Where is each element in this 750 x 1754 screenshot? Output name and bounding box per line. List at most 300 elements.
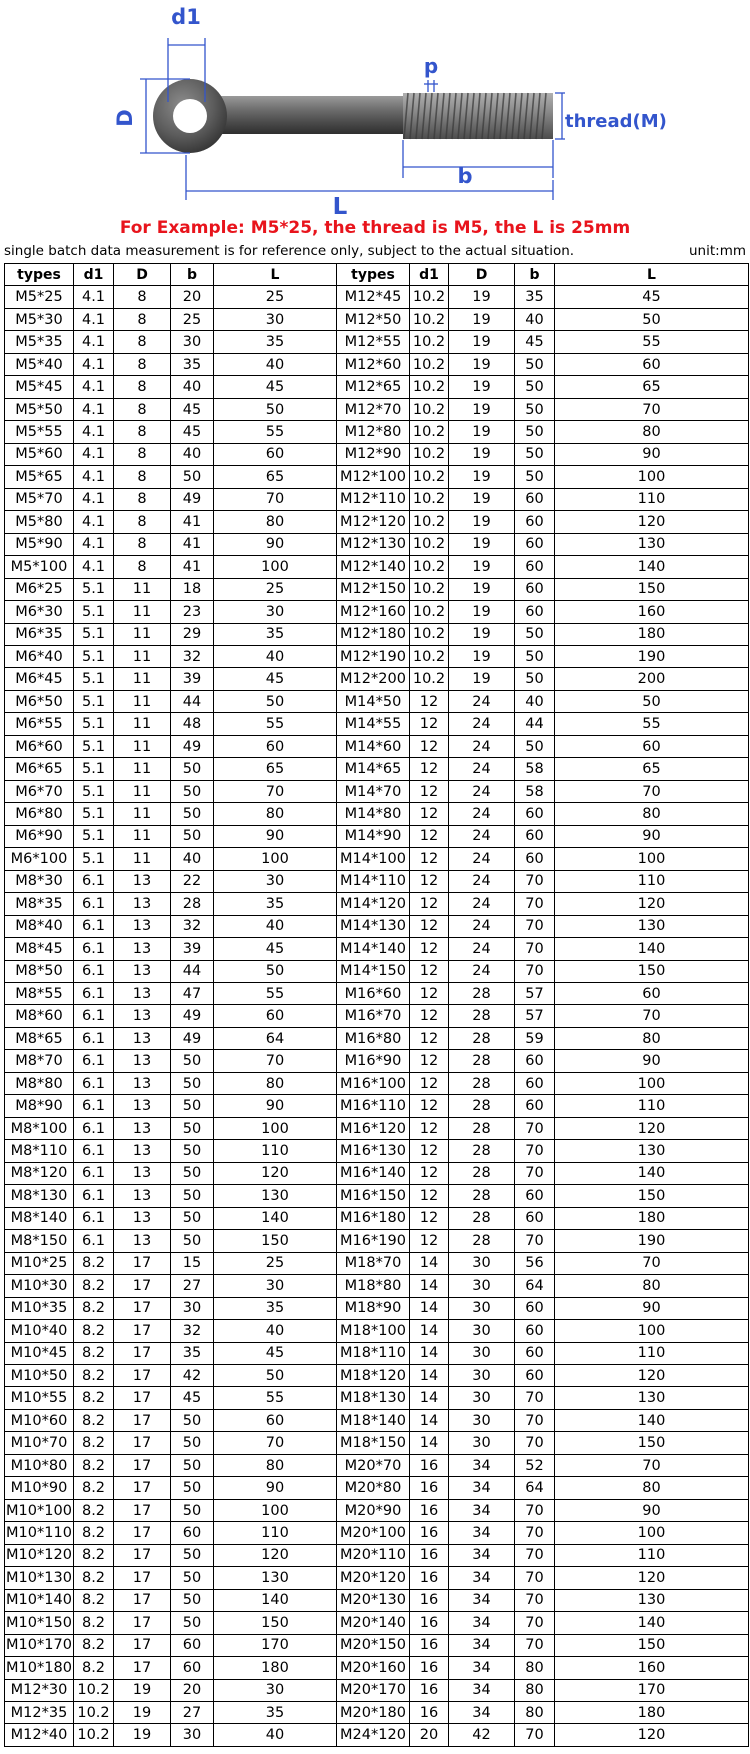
cell-d1-left: 4.1 [74, 556, 114, 578]
cell-d1-left: 5.1 [74, 645, 114, 667]
cell-L-right: 140 [555, 556, 749, 578]
cell-b-right: 50 [515, 421, 555, 443]
cell-types-right: M12*55 [337, 331, 410, 353]
cell-D-left: 19 [114, 1724, 171, 1746]
cell-types-left: M6*60 [5, 735, 74, 757]
cell-types-left: M10*55 [5, 1387, 74, 1409]
cell-D-right: 30 [449, 1387, 515, 1409]
cell-b-right: 60 [515, 1207, 555, 1229]
cell-L-right: 80 [555, 1477, 749, 1499]
table-row [5, 1342, 749, 1364]
cell-b-right: 70 [515, 915, 555, 937]
cell-b-right: 50 [515, 398, 555, 420]
cell-d1-left: 5.1 [74, 713, 114, 735]
cell-d1-left: 4.1 [74, 488, 114, 510]
cell-d1-right: 12 [410, 1027, 449, 1049]
table-row [5, 1095, 749, 1117]
cell-D-right: 24 [449, 758, 515, 780]
cell-d1-left: 4.1 [74, 376, 114, 398]
cell-D-right: 19 [449, 488, 515, 510]
table-row [5, 1634, 749, 1656]
cell-D-left: 19 [114, 1702, 171, 1724]
cell-L-left: 100 [214, 1117, 337, 1139]
cell-b-right: 50 [515, 443, 555, 465]
cell-D-left: 13 [114, 1005, 171, 1027]
cell-b-left: 50 [171, 1409, 214, 1431]
cell-types-left: M8*55 [5, 983, 74, 1005]
cell-types-left: M12*30 [5, 1679, 74, 1701]
cell-types-right: M16*60 [337, 983, 410, 1005]
cell-D-right: 30 [449, 1275, 515, 1297]
cell-L-right: 110 [555, 488, 749, 510]
cell-types-right: M14*65 [337, 758, 410, 780]
cell-b-right: 50 [515, 353, 555, 375]
cell-D-right: 30 [449, 1342, 515, 1364]
cell-d1-right: 10.2 [410, 668, 449, 690]
cell-d1-right: 12 [410, 825, 449, 847]
cell-types-left: M5*40 [5, 353, 74, 375]
cell-D-left: 17 [114, 1454, 171, 1476]
cell-b-right: 70 [515, 1162, 555, 1184]
cell-d1-right: 12 [410, 713, 449, 735]
cell-D-left: 8 [114, 331, 171, 353]
table-row [5, 623, 749, 645]
cell-b-left: 50 [171, 1230, 214, 1252]
cell-d1-right: 12 [410, 803, 449, 825]
cell-d1-left: 5.1 [74, 735, 114, 757]
cell-L-left: 55 [214, 983, 337, 1005]
cell-D-right: 28 [449, 1230, 515, 1252]
cell-L-right: 120 [555, 511, 749, 533]
cell-d1-right: 10.2 [410, 601, 449, 623]
cell-L-right: 90 [555, 1050, 749, 1072]
cell-L-right: 60 [555, 735, 749, 757]
cell-d1-left: 10.2 [74, 1724, 114, 1746]
cell-L-right: 90 [555, 1499, 749, 1521]
cell-D-right: 24 [449, 938, 515, 960]
cell-d1-right: 10.2 [410, 511, 449, 533]
cell-types-right: M16*80 [337, 1027, 410, 1049]
cell-L-left: 80 [214, 803, 337, 825]
cell-L-right: 80 [555, 421, 749, 443]
cell-L-left: 150 [214, 1612, 337, 1634]
cell-L-right: 150 [555, 1634, 749, 1656]
cell-D-right: 30 [449, 1409, 515, 1431]
cell-d1-left: 4.1 [74, 398, 114, 420]
cell-L-left: 45 [214, 938, 337, 960]
cell-d1-left: 6.1 [74, 1072, 114, 1094]
table-row [5, 556, 749, 578]
cell-D-left: 17 [114, 1387, 171, 1409]
cell-types-left: M8*50 [5, 960, 74, 982]
cell-L-left: 30 [214, 601, 337, 623]
cell-L-right: 110 [555, 1095, 749, 1117]
cell-L-left: 35 [214, 893, 337, 915]
cell-D-right: 34 [449, 1477, 515, 1499]
cell-D-right: 28 [449, 1050, 515, 1072]
cell-D-left: 17 [114, 1364, 171, 1386]
cell-types-right: M18*130 [337, 1387, 410, 1409]
cell-types-right: M14*60 [337, 735, 410, 757]
table-row [5, 1072, 749, 1094]
cell-b-left: 25 [171, 308, 214, 330]
table-row [5, 1679, 749, 1701]
cell-D-left: 8 [114, 376, 171, 398]
cell-types-left: M8*45 [5, 938, 74, 960]
cell-D-right: 19 [449, 353, 515, 375]
cell-L-left: 50 [214, 960, 337, 982]
cell-types-right: M12*140 [337, 556, 410, 578]
cell-L-left: 130 [214, 1185, 337, 1207]
cell-d1-left: 8.2 [74, 1634, 114, 1656]
cell-L-left: 30 [214, 308, 337, 330]
cell-D-left: 17 [114, 1320, 171, 1342]
cell-d1-right: 14 [410, 1297, 449, 1319]
cell-L-right: 90 [555, 443, 749, 465]
table-row [5, 1050, 749, 1072]
spec-table [4, 263, 749, 1747]
cell-b-left: 50 [171, 1477, 214, 1499]
cell-d1-right: 10.2 [410, 308, 449, 330]
example-caption: For Example: M5*25, the thread is M5, the L is 25mm [119, 218, 631, 238]
cell-d1-left: 8.2 [74, 1477, 114, 1499]
cell-D-left: 11 [114, 825, 171, 847]
cell-D-left: 13 [114, 1185, 171, 1207]
cell-D-left: 11 [114, 780, 171, 802]
cell-b-left: 48 [171, 713, 214, 735]
p-label: p [423, 54, 439, 78]
cell-types-right: M14*50 [337, 690, 410, 712]
cell-b-right: 60 [515, 1342, 555, 1364]
cell-d1-left: 6.1 [74, 870, 114, 892]
cell-d1-right: 12 [410, 735, 449, 757]
cell-types-left: M8*100 [5, 1117, 74, 1139]
table-row [5, 1275, 749, 1297]
cell-D-left: 17 [114, 1544, 171, 1566]
cell-b-right: 60 [515, 556, 555, 578]
cell-b-left: 41 [171, 533, 214, 555]
cell-b-left: 60 [171, 1657, 214, 1679]
cell-d1-right: 16 [410, 1589, 449, 1611]
table-row [5, 1657, 749, 1679]
cell-d1-left: 6.1 [74, 1140, 114, 1162]
cell-types-right: M18*150 [337, 1432, 410, 1454]
cell-d1-right: 12 [410, 1230, 449, 1252]
cell-b-left: 40 [171, 848, 214, 870]
cell-d1-left: 6.1 [74, 1207, 114, 1229]
cell-D-right: 24 [449, 780, 515, 802]
cell-types-left: M8*60 [5, 1005, 74, 1027]
cell-b-left: 32 [171, 915, 214, 937]
cell-b-right: 50 [515, 466, 555, 488]
cell-D-right: 19 [449, 466, 515, 488]
cell-d1-right: 10.2 [410, 488, 449, 510]
cell-b-right: 60 [515, 578, 555, 600]
cell-types-right: M20*160 [337, 1657, 410, 1679]
cell-L-right: 190 [555, 1230, 749, 1252]
cell-L-right: 90 [555, 825, 749, 847]
cell-d1-left: 5.1 [74, 780, 114, 802]
cell-D-left: 17 [114, 1657, 171, 1679]
cell-types-left: M10*25 [5, 1252, 74, 1274]
cell-b-right: 57 [515, 1005, 555, 1027]
cell-D-left: 13 [114, 1072, 171, 1094]
cell-types-left: M5*45 [5, 376, 74, 398]
cell-D-left: 8 [114, 398, 171, 420]
cell-b-right: 70 [515, 1589, 555, 1611]
cell-b-right: 60 [515, 1185, 555, 1207]
cell-L-right: 180 [555, 1702, 749, 1724]
cell-D-right: 19 [449, 308, 515, 330]
cell-d1-left: 6.1 [74, 1162, 114, 1184]
cell-d1-right: 20 [410, 1724, 449, 1746]
cell-L-right: 180 [555, 623, 749, 645]
cell-types-left: M8*65 [5, 1027, 74, 1049]
cell-L-right: 70 [555, 1005, 749, 1027]
b-label: b [457, 164, 473, 188]
cell-D-left: 13 [114, 938, 171, 960]
table-row [5, 960, 749, 982]
cell-b-right: 58 [515, 780, 555, 802]
cell-types-left: M8*110 [5, 1140, 74, 1162]
cell-L-right: 100 [555, 1072, 749, 1094]
unit-label: unit:mm [688, 243, 746, 259]
cell-D-left: 17 [114, 1409, 171, 1431]
cell-D-right: 19 [449, 286, 515, 308]
cell-types-left: M10*80 [5, 1454, 74, 1476]
cell-D-left: 11 [114, 735, 171, 757]
cell-types-left: M10*110 [5, 1522, 74, 1544]
table-row [5, 488, 749, 510]
cell-D-left: 17 [114, 1634, 171, 1656]
cell-types-right: M12*120 [337, 511, 410, 533]
cell-D-left: 19 [114, 1679, 171, 1701]
cell-L-right: 170 [555, 1679, 749, 1701]
cell-D-left: 8 [114, 466, 171, 488]
table-row [5, 668, 749, 690]
cell-b-right: 70 [515, 893, 555, 915]
cell-L-right: 70 [555, 1454, 749, 1476]
cell-D-left: 11 [114, 645, 171, 667]
table-row [5, 421, 749, 443]
cell-L-right: 160 [555, 1657, 749, 1679]
cell-b-right: 64 [515, 1477, 555, 1499]
cell-b-right: 40 [515, 690, 555, 712]
cell-L-left: 35 [214, 623, 337, 645]
cell-d1-right: 10.2 [410, 286, 449, 308]
cell-D-left: 11 [114, 713, 171, 735]
cell-b-left: 50 [171, 1207, 214, 1229]
cell-b-left: 39 [171, 938, 214, 960]
cell-L-right: 55 [555, 713, 749, 735]
cell-d1-right: 14 [410, 1409, 449, 1431]
cell-D-right: 34 [449, 1544, 515, 1566]
cell-types-left: M10*130 [5, 1567, 74, 1589]
cell-types-left: M6*55 [5, 713, 74, 735]
cell-d1-left: 8.2 [74, 1657, 114, 1679]
cell-L-left: 90 [214, 825, 337, 847]
cell-L-right: 160 [555, 601, 749, 623]
table-row [5, 825, 749, 847]
cell-D-left: 17 [114, 1612, 171, 1634]
cell-b-left: 50 [171, 758, 214, 780]
cell-types-left: M10*35 [5, 1297, 74, 1319]
cell-L-right: 60 [555, 353, 749, 375]
cell-D-right: 34 [449, 1454, 515, 1476]
cell-b-right: 70 [515, 1387, 555, 1409]
table-row [5, 1320, 749, 1342]
cell-b-left: 50 [171, 1454, 214, 1476]
cell-L-left: 170 [214, 1634, 337, 1656]
cell-L-right: 140 [555, 1409, 749, 1431]
cell-L-right: 120 [555, 1567, 749, 1589]
cell-b-left: 23 [171, 601, 214, 623]
cell-L-left: 100 [214, 556, 337, 578]
table-row [5, 1567, 749, 1589]
table-row [5, 893, 749, 915]
cell-L-left: 55 [214, 421, 337, 443]
cell-b-right: 80 [515, 1679, 555, 1701]
cell-b-right: 56 [515, 1252, 555, 1274]
cell-D-right: 34 [449, 1499, 515, 1521]
cell-b-left: 20 [171, 286, 214, 308]
table-header-row [5, 264, 749, 286]
cell-d1-left: 6.1 [74, 1117, 114, 1139]
cell-b-left: 45 [171, 1387, 214, 1409]
cell-b-left: 60 [171, 1634, 214, 1656]
cell-L-left: 30 [214, 1275, 337, 1297]
cell-L-right: 65 [555, 376, 749, 398]
cell-types-right: M14*130 [337, 915, 410, 937]
cell-b-right: 70 [515, 1140, 555, 1162]
cell-types-right: M16*140 [337, 1162, 410, 1184]
cell-types-right: M24*120 [337, 1724, 410, 1746]
cell-types-right: M20*170 [337, 1679, 410, 1701]
cell-L-right: 80 [555, 1027, 749, 1049]
cell-D-right: 28 [449, 1162, 515, 1184]
cell-D-right: 34 [449, 1589, 515, 1611]
cell-b-right: 60 [515, 533, 555, 555]
cell-D-right: 24 [449, 960, 515, 982]
cell-b-left: 50 [171, 1050, 214, 1072]
cell-d1-left: 5.1 [74, 623, 114, 645]
cell-b-right: 60 [515, 1364, 555, 1386]
cell-b-right: 60 [515, 803, 555, 825]
cell-D-right: 28 [449, 1207, 515, 1229]
cell-L-right: 50 [555, 690, 749, 712]
table-row [5, 1364, 749, 1386]
cell-d1-left: 4.1 [74, 331, 114, 353]
table-row [5, 353, 749, 375]
cell-types-right: M12*130 [337, 533, 410, 555]
cell-D-right: 19 [449, 376, 515, 398]
cell-D-left: 11 [114, 848, 171, 870]
cell-types-left: M10*180 [5, 1657, 74, 1679]
cell-d1-left: 6.1 [74, 1027, 114, 1049]
cell-L-right: 150 [555, 1185, 749, 1207]
header-b-left: b [171, 264, 214, 286]
cell-D-left: 17 [114, 1499, 171, 1521]
cell-D-left: 8 [114, 488, 171, 510]
cell-types-left: M5*70 [5, 488, 74, 510]
cell-d1-left: 5.1 [74, 848, 114, 870]
cell-D-right: 34 [449, 1567, 515, 1589]
cell-L-left: 150 [214, 1230, 337, 1252]
cell-b-left: 27 [171, 1275, 214, 1297]
table-row [5, 870, 749, 892]
cell-b-left: 50 [171, 825, 214, 847]
cell-L-left: 25 [214, 286, 337, 308]
cell-L-left: 100 [214, 1499, 337, 1521]
cell-D-right: 30 [449, 1252, 515, 1274]
cell-d1-left: 8.2 [74, 1275, 114, 1297]
cell-L-left: 25 [214, 1252, 337, 1274]
cell-D-left: 17 [114, 1342, 171, 1364]
cell-types-left: M5*80 [5, 511, 74, 533]
cell-types-left: M5*25 [5, 286, 74, 308]
cell-d1-right: 14 [410, 1432, 449, 1454]
cell-b-left: 41 [171, 556, 214, 578]
table-row [5, 713, 749, 735]
cell-d1-right: 12 [410, 848, 449, 870]
table-row [5, 735, 749, 757]
cell-L-right: 180 [555, 1207, 749, 1229]
cell-d1-right: 12 [410, 1005, 449, 1027]
cell-types-right: M16*150 [337, 1185, 410, 1207]
cell-b-right: 59 [515, 1027, 555, 1049]
cell-types-right: M12*80 [337, 421, 410, 443]
cell-b-right: 70 [515, 1724, 555, 1746]
cell-d1-right: 16 [410, 1499, 449, 1521]
cell-types-right: M20*110 [337, 1544, 410, 1566]
cell-types-left: M6*40 [5, 645, 74, 667]
cell-types-right: M16*120 [337, 1117, 410, 1139]
cell-L-left: 40 [214, 1320, 337, 1342]
cell-D-right: 34 [449, 1634, 515, 1656]
cell-types-right: M12*100 [337, 466, 410, 488]
cell-types-right: M12*45 [337, 286, 410, 308]
table-row [5, 1027, 749, 1049]
cell-types-right: M12*90 [337, 443, 410, 465]
cell-types-right: M12*60 [337, 353, 410, 375]
cell-d1-left: 8.2 [74, 1499, 114, 1521]
cell-L-left: 40 [214, 645, 337, 667]
cell-D-left: 13 [114, 870, 171, 892]
table-row [5, 1297, 749, 1319]
cell-b-right: 60 [515, 1095, 555, 1117]
table-row [5, 1702, 749, 1724]
header-d1-right: d1 [410, 264, 449, 286]
cell-D-left: 13 [114, 893, 171, 915]
cell-L-left: 120 [214, 1544, 337, 1566]
cell-d1-left: 8.2 [74, 1297, 114, 1319]
cell-types-left: M5*35 [5, 331, 74, 353]
cell-b-left: 32 [171, 1320, 214, 1342]
cell-L-right: 140 [555, 1162, 749, 1184]
header-L-left: L [214, 264, 337, 286]
cell-types-left: M8*130 [5, 1185, 74, 1207]
L-label: L [332, 194, 348, 220]
cell-b-right: 64 [515, 1275, 555, 1297]
cell-d1-right: 10.2 [410, 578, 449, 600]
cell-b-right: 70 [515, 1634, 555, 1656]
cell-types-left: M8*70 [5, 1050, 74, 1072]
cell-d1-left: 5.1 [74, 690, 114, 712]
cell-b-left: 50 [171, 780, 214, 802]
cell-d1-right: 12 [410, 780, 449, 802]
cell-b-left: 30 [171, 331, 214, 353]
table-row [5, 780, 749, 802]
